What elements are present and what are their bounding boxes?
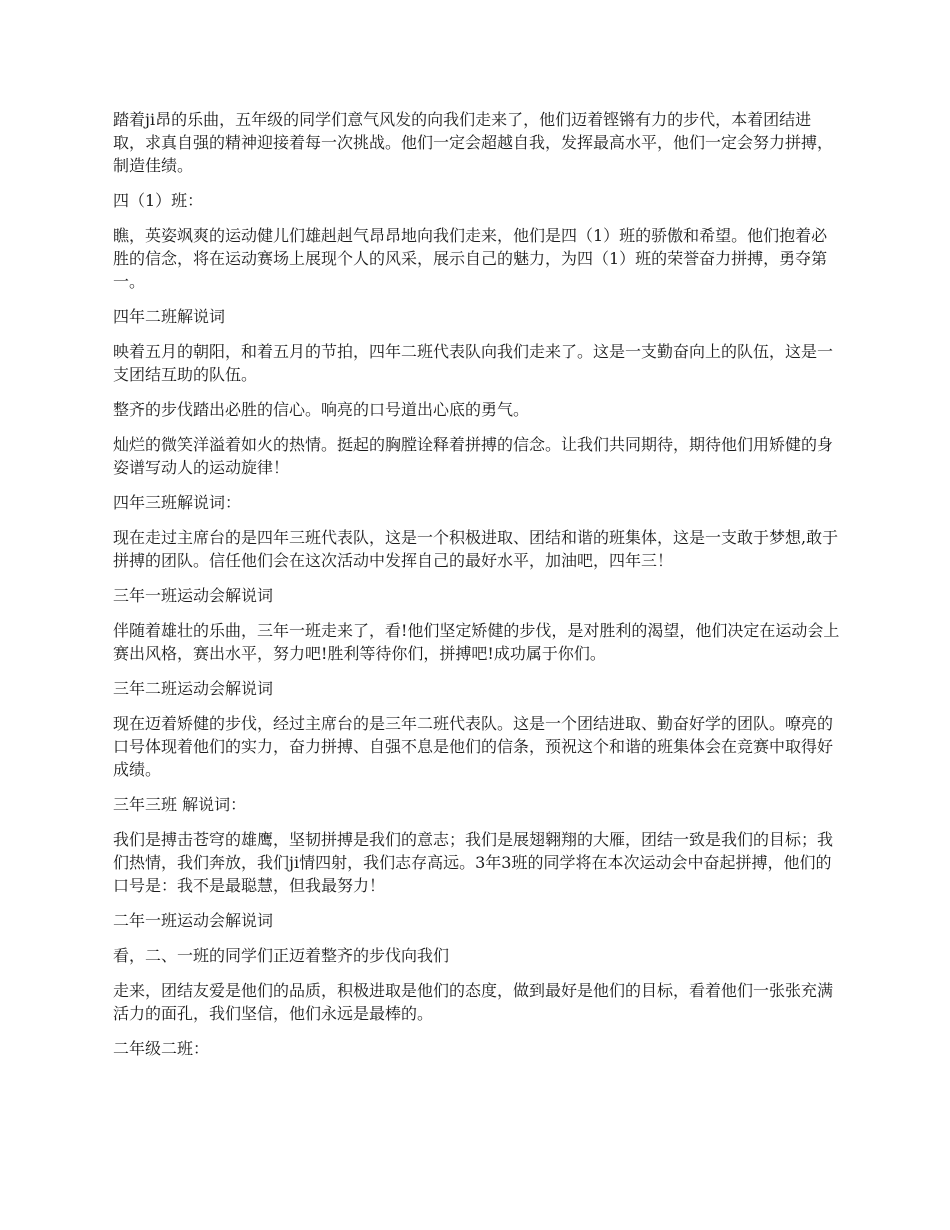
heading-class-3-1: 三年一班运动会解说词 [113,586,274,605]
paragraph-class-3-2: 现在迈着矫健的步伐，经过主席台的是三年二班代表队。这是一个团结进取、勤奋好学的团队。嘹亮的口号体现着他们的实力，奋力拼搏、自强不息是他们的信条，预祝这个和谐的班集体会在竞赛中取得好成绩。 [113,714,834,779]
paragraph-class-3-1: 伴随着雄壮的乐曲，三年一班走来了，看!他们坚定矫健的步伐，是对胜利的渴望，他们决定在运动会上赛出风格，赛出水平，努力吧!胜利等待你们，拼搏吧!成功属于你们。 [113,621,840,663]
paragraph-class-4-2-b: 整齐的步伐踏出必胜的信心。响亮的口号道出心底的勇气。 [113,400,530,419]
heading-class-4-2: 四年二班解说词 [113,307,226,326]
heading-class-2-2: 二年级二班： [113,1039,210,1058]
paragraph-class-4-1: 瞧，英姿飒爽的运动健儿们雄赳赳气昂昂地向我们走来，他们是四（1）班的骄傲和希望。他们抱着必胜的信念，将在运动赛场上展现个人的风采，展示自己的魅力，为四（1）班的荣誉奋力拼搏，勇夺第一。 [113,226,828,291]
paragraph-class-3-3: 我们是搏击苍穹的雄鹰，坚韧拼搏是我们的意志；我们是展翅翱翔的大雁，团结一致是我们的目标；我们热情，我们奔放，我们ji情四射，我们志存高远。3年3班的同学将在本次运动会中奋起拼搏，他们的口号是：我不是最聪慧，但我最努力！ [113,830,834,895]
paragraph-grade5-intro: 踏着ji昂的乐曲，五年级的同学们意气风发的向我们走来了，他们迈着铿锵有力的步代，本着团结进取，求真自强的精神迎接着每一次挑战。他们一定会超越自我，发挥最高水平，他们一定会努力拼搏，制造佳绩。 [113,110,834,175]
heading-class-3-3: 三年三班 解说词： [113,795,247,814]
paragraph-class-2-1-a: 看，二、一班的同学们正迈着整齐的步伐向我们 [113,946,450,965]
paragraph-class-4-3: 现在走过主席台的是四年三班代表队，这是一个积极进取、团结和谐的班集体，这是一支敢于梦想,敢于拼搏的团队。信任他们会在这次活动中发挥自己的最好水平，加油吧，四年三！ [113,528,839,570]
heading-class-4-1: 四（1）班： [113,191,204,210]
paragraph-class-2-1-b: 走来，团结友爱是他们的品质，积极进取是他们的态度，做到最好是他们的目标，看着他们一张张充满活力的面孔，我们坚信，他们永远是最棒的。 [113,981,834,1023]
document-body [113,108,843,1072]
heading-class-3-2: 三年二班运动会解说词 [113,679,274,698]
heading-class-4-3: 四年三班解说词： [113,493,242,512]
paragraph-class-4-2-c: 灿烂的微笑洋溢着如火的热情。挺起的胸膛诠释着拼搏的信念。让我们共同期待，期待他们用矫健的身姿谱写动人的运动旋律！ [113,435,834,477]
heading-class-2-1: 二年一班运动会解说词 [113,911,274,930]
paragraph-class-4-2-a: 映着五月的朝阳，和着五月的节拍，四年二班代表队向我们走来了。这是一支勤奋向上的队伍，这是一支团结互助的队伍。 [113,342,834,384]
